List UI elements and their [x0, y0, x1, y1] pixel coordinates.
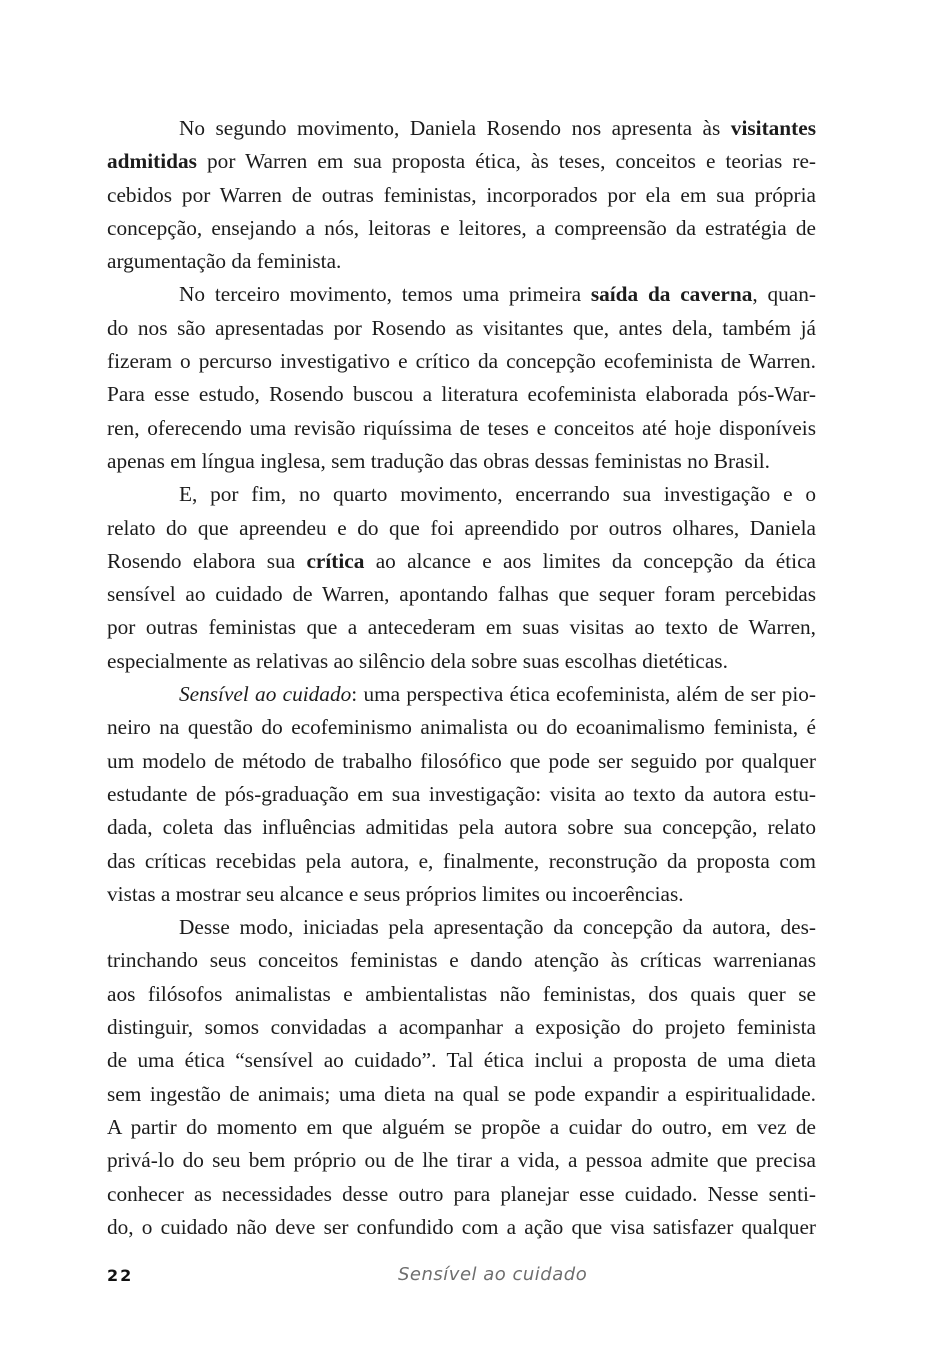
text-run: fizeram o percurso investigativo e crítico da concepção ecofeminista de Warren. [107, 349, 816, 374]
bold-term: visitantes [730, 116, 816, 140]
text-run: apenas em língua inglesa, sem tradução das obras dessas feministas no Brasil. [107, 448, 770, 473]
text-line [107, 1211, 816, 1244]
page-body [107, 112, 816, 1244]
text-line [107, 145, 816, 178]
text-run: estudante de pós-graduação em sua investigação: visita ao texto da autora estu- [107, 781, 816, 806]
text-line [107, 312, 816, 345]
text-line [107, 478, 816, 511]
text-run: Para esse estudo, Rosendo buscou a literatura ecofeminista elaborada pós-War- [107, 382, 816, 407]
paragraph [107, 678, 816, 911]
bold-term: crítica [306, 548, 365, 573]
text-run: privá-lo do seu bem próprio ou de lhe tirar a vida, a pessoa admite que precisa [107, 1148, 816, 1173]
text-run: conhecer as necessidades desse outro para planejar esse cuidado. Nesse senti- [107, 1181, 816, 1206]
text-line [107, 545, 816, 578]
text-run: aos filósofos animalistas e ambientalistas não feministas, dos quais quer se [107, 981, 816, 1006]
text-run: vistas a mostrar seu alcance e seus próprios limites ou incoerências. [107, 881, 684, 906]
paragraph [107, 112, 816, 278]
text-line [107, 811, 816, 844]
bold-term: admitidas [107, 149, 197, 174]
text-line [107, 1078, 816, 1111]
text-line [107, 611, 816, 644]
text-run: No segundo movimento, Daniela Rosendo nos apresenta às [179, 116, 731, 140]
text-line [107, 1144, 816, 1177]
text-run: especialmente as relativas ao silêncio dela sobre suas escolhas dietéticas. [107, 648, 728, 673]
text-run: distinguir, somos convidadas a acompanhar a exposição do projeto feminista [107, 1015, 816, 1040]
text-run: : uma perspectiva ética ecofeminista, além de ser pio- [351, 682, 816, 707]
text-run: Rosendo elabora sua [107, 548, 307, 573]
text-line [107, 944, 816, 977]
paragraph [107, 911, 816, 1244]
text-run: por Warren em sua proposta ética, às teses, conceitos e teorias re- [196, 149, 816, 174]
text-line [107, 412, 816, 445]
text-line [107, 845, 816, 878]
text-run: Desse modo, iniciadas pela apresentação da concepção da autora, des- [179, 915, 816, 940]
page-footer [107, 1266, 816, 1292]
text-line [107, 278, 816, 311]
text-run: dada, coleta das influências admitidas pela autora sobre sua concepção, relato [107, 815, 816, 840]
running-title: Sensível ao cuidado [398, 1264, 588, 1285]
text-line [107, 112, 816, 145]
text-run: concepção, ensejando a nós, leitoras e leitores, a compreensão da estratégia de [107, 215, 816, 240]
text-line [107, 678, 816, 711]
text-line [107, 911, 816, 944]
text-run: A partir do momento em que alguém se propõe a cuidar do outro, em vez de [107, 1114, 816, 1139]
text-run: por outras feministas que a antecederam em suas visitas ao texto de Warren, [107, 615, 816, 640]
text-run: sensível ao cuidado de Warren, apontando falhas que sequer foram percebidas [107, 582, 816, 607]
text-run: de uma ética “sensível ao cuidado”. Tal ética inclui a proposta de uma dieta [107, 1048, 816, 1073]
text-line [107, 1178, 816, 1211]
text-run: sem ingestão de animais; uma dieta na qual se pode expandir a espiritualidade. [107, 1081, 816, 1106]
text-line [107, 978, 816, 1011]
italic-title: Sensível ao cuidado [179, 682, 352, 707]
text-run: do, o cuidado não deve ser confundido com a ação que visa satisfazer qualquer [107, 1214, 816, 1239]
text-line [107, 1011, 816, 1044]
text-run: das críticas recebidas pela autora, e, finalmente, reconstrução da proposta com [107, 848, 816, 873]
text-run: neiro na questão do ecofeminismo animalista ou do ecoanimalismo feminista, é [107, 715, 816, 740]
text-line [107, 445, 816, 478]
text-run: trinchando seus conceitos feministas e dando atenção às críticas warrenianas [107, 948, 816, 973]
text-run: relato do que apreendeu e do que foi apreendido por outros olhares, Daniela [107, 515, 816, 540]
text-run: No terceiro movimento, temos uma primeira [179, 282, 591, 307]
paragraph [107, 278, 816, 478]
text-run: , quan- [752, 282, 816, 307]
text-line [107, 345, 816, 378]
text-line [107, 878, 816, 911]
text-line [107, 711, 816, 744]
text-line [107, 245, 816, 278]
text-line [107, 212, 816, 245]
text-run: do nos são apresentadas por Rosendo as visitantes que, antes dela, também já [107, 315, 816, 340]
text-run: ao alcance e aos limites da concepção da ética [364, 548, 816, 573]
text-run: E, por fim, no quarto movimento, encerrando sua investigação e o [179, 482, 816, 507]
text-line [107, 745, 816, 778]
text-line [107, 578, 816, 611]
bold-term: saída da caverna [590, 282, 753, 307]
page-number: 22 [107, 1266, 134, 1285]
text-run: um modelo de método de trabalho filosófico que pode ser seguido por qualquer [107, 748, 816, 773]
text-run: ren, oferecendo uma revisão riquíssima de teses e conceitos até hoje disponíveis [107, 415, 816, 440]
paragraph [107, 478, 816, 678]
text-line [107, 512, 816, 545]
text-line [107, 1044, 816, 1077]
text-run: cebidos por Warren de outras feministas, incorporados por ela em sua própria [107, 182, 816, 207]
text-line [107, 1111, 816, 1144]
text-line [107, 778, 816, 811]
text-line [107, 179, 816, 212]
text-line [107, 645, 816, 678]
text-line [107, 378, 816, 411]
text-run: argumentação da feminista. [107, 249, 342, 274]
